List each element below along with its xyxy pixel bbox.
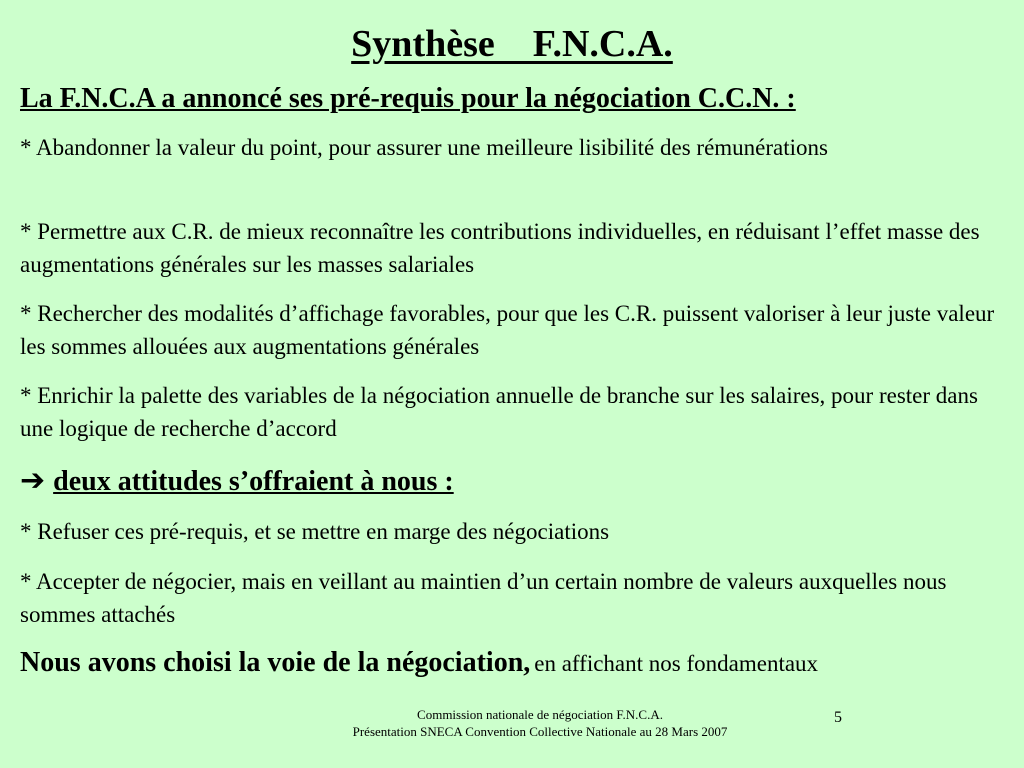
prerequisites-heading: La F.N.C.A a annoncé ses pré-requis pour la négociation C.C.N. : <box>20 83 796 114</box>
prerequisite-item-2: * Permettre aux C.R. de mieux reconnaître les contributions individuelles, en réduisant l’effet masse des augmentations générales sur les masses salariales <box>20 219 980 277</box>
conclusion-strong: Nous avons choisi la voie de la négociation, <box>20 647 531 678</box>
slide-title-text: Synthèse F.N.C.A. <box>351 23 673 65</box>
footer-line-2: Présentation SNECA Convention Collective Nationale au 28 Mars 2007 <box>352 724 728 739</box>
conclusion-light: en affichant nos fondamentaux <box>534 651 819 676</box>
page-number: 5 <box>834 709 842 726</box>
attitudes-heading-text: deux attitudes s’offraient à nous : <box>53 466 454 497</box>
conclusion <box>20 646 818 684</box>
attitudes-heading <box>20 464 454 499</box>
prerequisite-item-3: * Rechercher des modalités d’affichage favorables, pour que les C.R. puissent valoriser à leur juste valeur les sommes allouées aux augmentations générales <box>20 301 995 359</box>
prerequisite-item-4: * Enrichir la palette des variables de la négociation annuelle de branche sur les salaires, pour rester dans une logique de recherche d’accord <box>20 383 978 441</box>
prerequisite-item-1: * Abandonner la valeur du point, pour assurer une meilleure lisibilité des rémunérations <box>20 135 828 160</box>
footer <box>290 706 790 740</box>
footer-line-1: Commission nationale de négociation F.N.C.A. <box>417 707 663 722</box>
attitude-item-2: * Accepter de négocier, mais en veillant au maintien d’un certain nombre de valeurs auxquelles nous sommes attachés <box>20 569 947 627</box>
right-arrow-icon: ➔ <box>20 463 46 498</box>
slide-title <box>0 22 1024 66</box>
attitude-item-1: * Refuser ces pré-requis, et se mettre en marge des négociations <box>20 519 610 544</box>
